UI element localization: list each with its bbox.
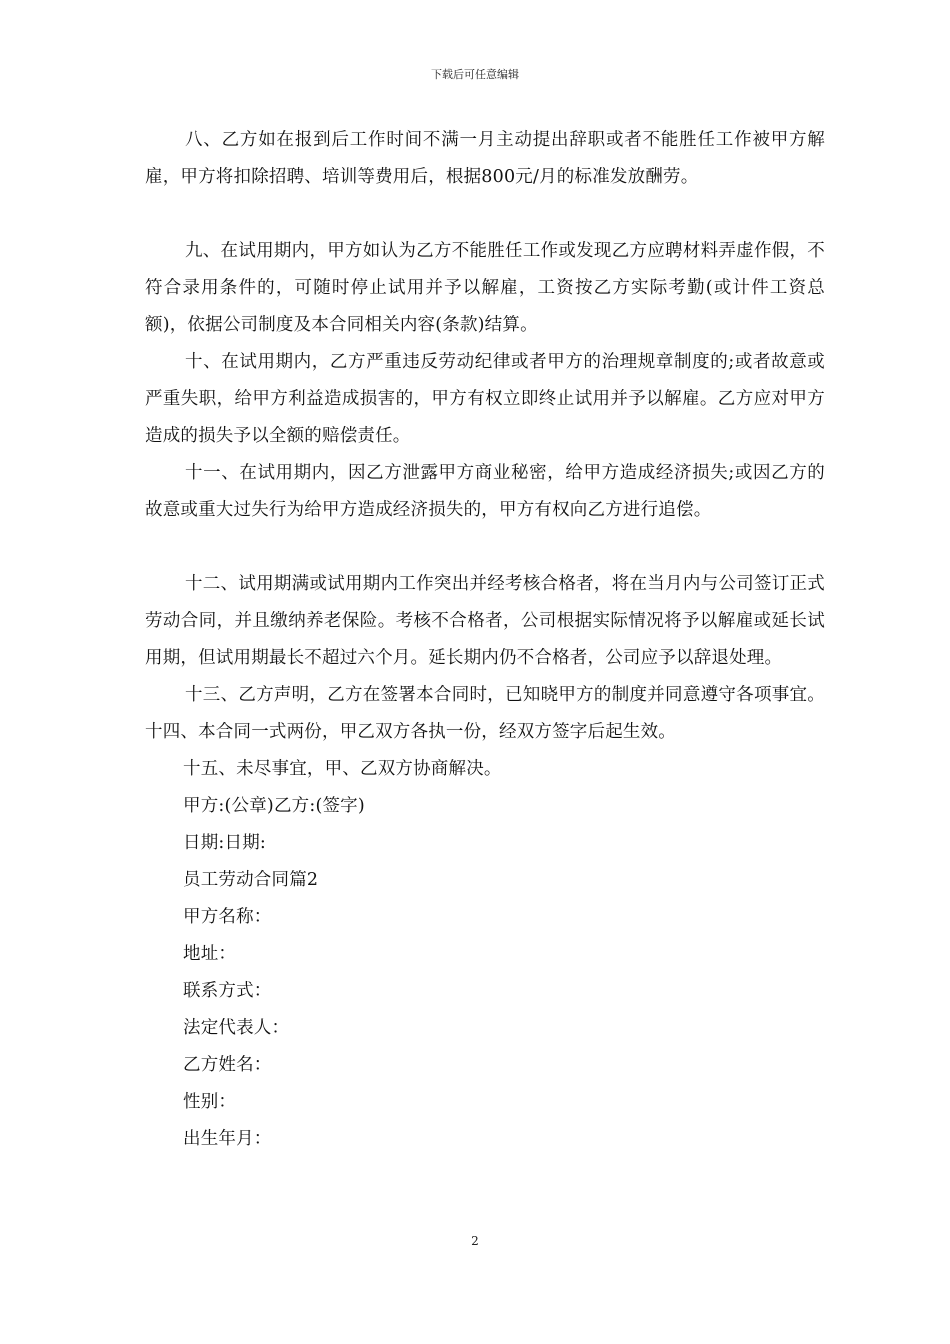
clause-12: 十二、试用期满或试用期内工作突出并经考核合格者，将在当月内与公司签订正式劳动合同，并且缴纳养老保险。考核不合格者，公司根据实际情况将予以解雇或延长试用期，但试用期最长不超过六个月。延长期内仍不合格者，公司应予以辞退处理。 — [145, 574, 825, 668]
address-label: 地址： — [183, 944, 237, 964]
clause-9: 九、在试用期内，甲方如认为乙方不能胜任工作或发现乙方应聘材料弄虚作假，不符合录用条件的，可随时停止试用并予以解雇，工资按乙方实际考勤(或计件工资总额)，依据公司制度及本合同相关内容(条款)结算。 — [145, 241, 825, 335]
document-body — [145, 122, 825, 1158]
contact-label: 联系方式： — [183, 981, 272, 1001]
clause-8: 八、乙方如在报到后工作时间不满一月主动提出辞职或者不能胜任工作被甲方解雇，甲方将扣除招聘、培训等费用后，根据800元/月的标准发放酬劳。 — [145, 130, 825, 187]
gender-label: 性别： — [183, 1092, 237, 1112]
signature-line: 甲方:(公章)乙方:(签字) — [183, 796, 365, 816]
legal-representative-label: 法定代表人： — [183, 1018, 290, 1038]
date-line: 日期:日期: — [183, 833, 266, 853]
clause-15: 十五、未尽事宜，甲、乙双方协商解决。 — [183, 759, 502, 779]
section-title: 员工劳动合同篇2 — [183, 870, 319, 890]
birth-date-label: 出生年月： — [183, 1129, 272, 1149]
clause-10: 十、在试用期内，乙方严重违反劳动纪律或者甲方的治理规章制度的;或者故意或严重失职，给甲方利益造成损害的，甲方有权立即终止试用并予以解雇。乙方应对甲方造成的损失予以全额的赔偿责任。 — [145, 352, 825, 446]
page-header: 下载后可任意编辑 — [431, 68, 519, 81]
clause-13-14: 十三、乙方声明，乙方在签署本合同时，已知晓甲方的制度并同意遵守各项事宜。十四、本合同一式两份，甲乙双方各执一份，经双方签字后起生效。 — [145, 685, 825, 742]
page-number: 2 — [471, 1234, 479, 1248]
party-a-name-label: 甲方名称： — [183, 907, 272, 927]
clause-11: 十一、在试用期内，因乙方泄露甲方商业秘密，给甲方造成经济损失;或因乙方的故意或重大过失行为给甲方造成经济损失的，甲方有权向乙方进行追偿。 — [145, 463, 825, 520]
party-b-name-label: 乙方姓名： — [183, 1055, 272, 1075]
